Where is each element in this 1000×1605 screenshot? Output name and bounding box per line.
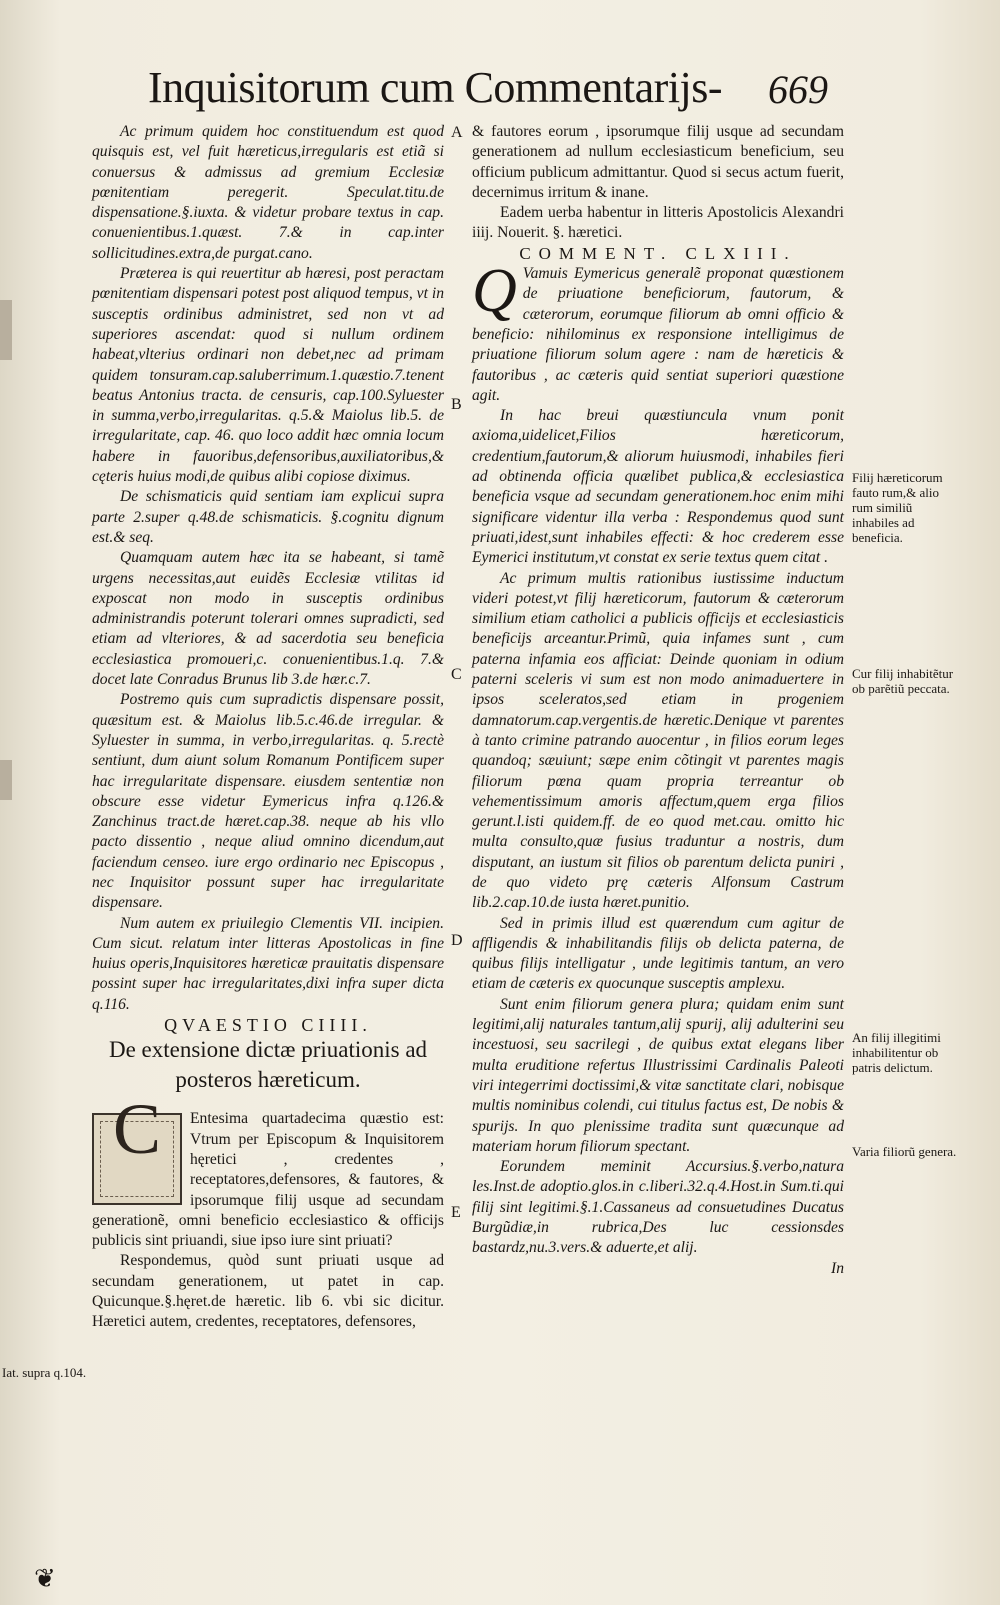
- margin-note: Cur filij inhabitẽtur ob parẽtiũ peccata.: [852, 666, 954, 696]
- paragraph: Sunt enim filiorum genera plura; quidam enim sunt legitimi,alij naturales tantum,alij spurij, alij adulterini seu incestuosi, seu sacrilegi , de quibus extat elegans liber multa eruditione refertus Illustrissimi Cardinalis Paleoti viri integerrimi doctissimi,& vitæ sanctitate clari, nobisque multis nominibus colendi, cui titulus factus est, De nobis & spurijs. In quo plenissime tradita sunt quæcunque ad materiam horum filiorum spectant.: [472, 995, 844, 1155]
- paragraph: Num autem ex priuilegio Clementis VII. incipien. Cum sicut. relatum inter litteras Apostolicas in fine huius operis,Inquisitores hæreticæ prauitatis dispensare possint super hac irregularitates,dixi infra super dicta q.116.: [92, 914, 444, 1013]
- paragraph: Vamuis Eymericus generalẽ proponat quæstionem de priuatione beneficiorum, fautorum, & cæterorum, eorumque filiorum ab omni officio & beneficio: nihilominus ex responsione intelligimus de priuatione filiorum solum agere : nam de hæreticis & fautoribus , ac cæteris quid sentiat superiori quæstione agit.: [472, 265, 844, 404]
- paragraph: Entesima quartadecima quæstio est: Vtrum per Episcopum & Inquisitorem hęretici , credentes , receptatores,defensores, & fautores, & ipsorumque filij usque ad secundam generationẽ, omni beneficio ecclesiastico & officijs publicis sint priuandi, siue ipso iure sint priuati?: [92, 1110, 444, 1250]
- paragraph: Præterea is qui reuertitur ab hæresi, post peractam pœnitentiam dispensari potest post aliquod tempus, vt in susceptis ordinibus administret, sed non vt ad superiores ascendat: quod si nullum ordinem habeat,vlterius ordinari non debet,nec ad primam quidem tonsuram.cap.saluberrimum.1.quæstio.7.tenent beatus Antonius tracta. de censuris, cap.100.Syluester in summa,verbo,irregularitas. q.5.& Maiolus lib.5. de irregularitate, cap. 46. quo loco addit hæc omnia locum habere in fauoribus,defensoribus,auxiliatoribus,& cęteris huius modi,de quibus alibi copiose diximus.: [92, 265, 444, 486]
- running-title: Inquisitorum cum Commentarijs-: [148, 63, 723, 112]
- decorated-initial: C: [92, 1113, 182, 1205]
- section-letter: A: [451, 124, 463, 141]
- section-letter: B: [451, 396, 462, 413]
- section-letter: E: [451, 1204, 461, 1221]
- margin-note: Varia filiorũ genera.: [852, 1144, 957, 1159]
- paragraph: Ac primum multis rationibus iustissime inductum videri potest,vt filij hæreticorum, fautorum & cæterorum similium etiam catholici a publicis officijs et ecclesiasticis beneficijs arceantur.Primũ, quia infames sunt , cum paterna infamia eos afficiat: Deinde quoniam in odium paterni sceleris vi sum est non modo animaduertere in ipsos sceleratos,sed etiam in progeniem damnatorum.cap.vergentis.de hæretic.Denique vt parentes à tanto crimine patrando auocentur , in filios eorum leges quandoq; sæuiunt; sæpe enim cõtingit vt parentes magis filiorum pœna quam propria terreantur ob vehementissimum amoris affectum,quem erga filios gerunt.l.isti quidem.ff. de eo quod met.cau. omitto hic multa consulto,quæ fusius traduntur a nostris, dum disputant, an iustum sit filios ob parentum delicta puniri , de quo videto prę cæteris Alfonsum Castrum lib.2.cap.10.de iusta hæret.punitio.: [472, 569, 844, 912]
- page-edge-shadow: [0, 760, 12, 800]
- paragraph: Postremo quis cum supradictis dispensare possit, quæsitum est. & Maiolus lib.5.c.46.de irregular. & Syluester in summa, in verbo,irregularitas. q. 5.rectè sentiunt, dum aiunt solum Romanum Pontificem super hac irregularitate dispensare. eiusdem sententiæ non obscure esse videtur Eymericus infra q.126.& Zanchinus tract.de hæret.cap.38. neque ab his vllo pacto dissentio , neque aliud omnino dicendum,aut faciendum censeo. iure ergo ordinario nec Episcopus , nec Inquisitor possunt super hac irregularitate dispensare.: [92, 691, 444, 912]
- margin-note: Filij hæreticorum fauto rum,& alio rum similiũ inhabiles ad beneficia.: [852, 470, 943, 545]
- catchword: In: [831, 1259, 844, 1277]
- left-column: [92, 122, 444, 1333]
- paragraph: In hac breui quæstiuncula vnum ponit axioma,uidelicet,Filios hæreticorum, credentium,fautorum,& aliorum huiusmodi, inhabiles fieri ad obtinenda officia quælibet publica,& ecclesiastica beneficia vsque ad secundam generationem.hoc enim mihi significare videntur illa verba : Respondemus quod sunt priuati,idest,sunt inhabiles effecti: & hoc crederem esse Eymerici institutum,vt constat ex serie textus quem citat .: [472, 407, 844, 567]
- ornament-icon: ❦: [34, 1564, 56, 1594]
- paragraph: De schismaticis quid sentiam iam explicui supra parte 2.super q.48.de schismaticis. §.cognitu dignum est.& seq.: [92, 488, 444, 546]
- page-number: 669: [768, 67, 828, 112]
- right-column: [472, 122, 844, 1279]
- paragraph: Respondemus, quòd sunt priuati usque ad secundam generationem, ut patet in cap. Quicunque.§.hęret.de hæretic. lib 6. vbi sic dicitur. Hæretici autem, credentes, receptatores, defensores,: [92, 1252, 444, 1331]
- paragraph: & fautores eorum , ipsorumque filij usque ad secundam generationem ad nullum ecclesiasticum beneficium, seu officium publicum admittantur. Quod si secus actum fuerit, decernimus irritum & inane.: [472, 123, 844, 201]
- quaestio-title: QVAESTIO CIIII.: [164, 1015, 372, 1036]
- page-header: [148, 62, 828, 122]
- quaestio-body: [92, 1089, 444, 1332]
- paragraph: Ac primum quidem hoc constituendum est quod quisquis est, vel fuit hæreticus,irregularis est etiã si conuersus & admissus ad gremium Ecclesiæ pœnitentiam peregerit. Speculat.titu.de dispensatione.§.iuxta. & videtur probare textus in cap. conuenientibus.1.quæst. 7.& in cap.inter sollicitudines.extra,de purgat.cano.: [92, 123, 444, 262]
- comment-body: [472, 257, 844, 406]
- left-margin-note: Iat. supra q.104.: [2, 1365, 87, 1380]
- drop-cap: Q: [472, 257, 517, 326]
- paragraph: Eadem uerba habentur in litteris Apostolicis Alexandri iiij. Nouerit. §. hæretici.: [472, 204, 844, 242]
- section-letter: C: [451, 666, 462, 683]
- paragraph: Quamquam autem hæc ita se habeant, si tamẽ urgens necessitas,aut euidẽs Ecclesiæ vtilitas id exposcat non modo in susceptis ordinibus administrandis poterunt tolerari omnes supradicti, sed etiam ad vlteriores, & ad sacerdotia seu beneficia ecclesiastica promoueri,c. conuenientibus.1.q. 7.& docet late Conradus Brunus lib 3.de hær.c.7.: [92, 549, 444, 689]
- quaestio-heading: De extensione dictæ priuationis ad posteros hæreticum.: [108, 1037, 428, 1093]
- margin-note: An filij illegitimi inhabilitentur ob patris delictum.: [852, 1030, 941, 1075]
- section-letter: D: [451, 932, 463, 949]
- page-edge-shadow: [0, 300, 12, 360]
- comment-heading: COMMENT. CLXIII.: [519, 243, 797, 263]
- paragraph: Eorundem meminit Accursius.§.verbo,natura les.Inst.de adoptio.glos.in c.liberi.32.q.4.Host.in Sum.ti.qui filij sint legitimi.§.1.Cassaneus ad consuetudines Ducatus Burgũdiæ,in rubrica,Des luc cessionsdes bastardz,nu.3.vers.& aduerte,et alij.: [472, 1158, 844, 1257]
- paragraph: Sed in primis illud est quærendum cum agitur de affligendis & inhabilitandis filijs ob delicta paterna, de quibus filijs intelligatur , unde legitimis tantum, an vero etiam de cæteris ex quocunque susceptis amplexu.: [472, 914, 844, 993]
